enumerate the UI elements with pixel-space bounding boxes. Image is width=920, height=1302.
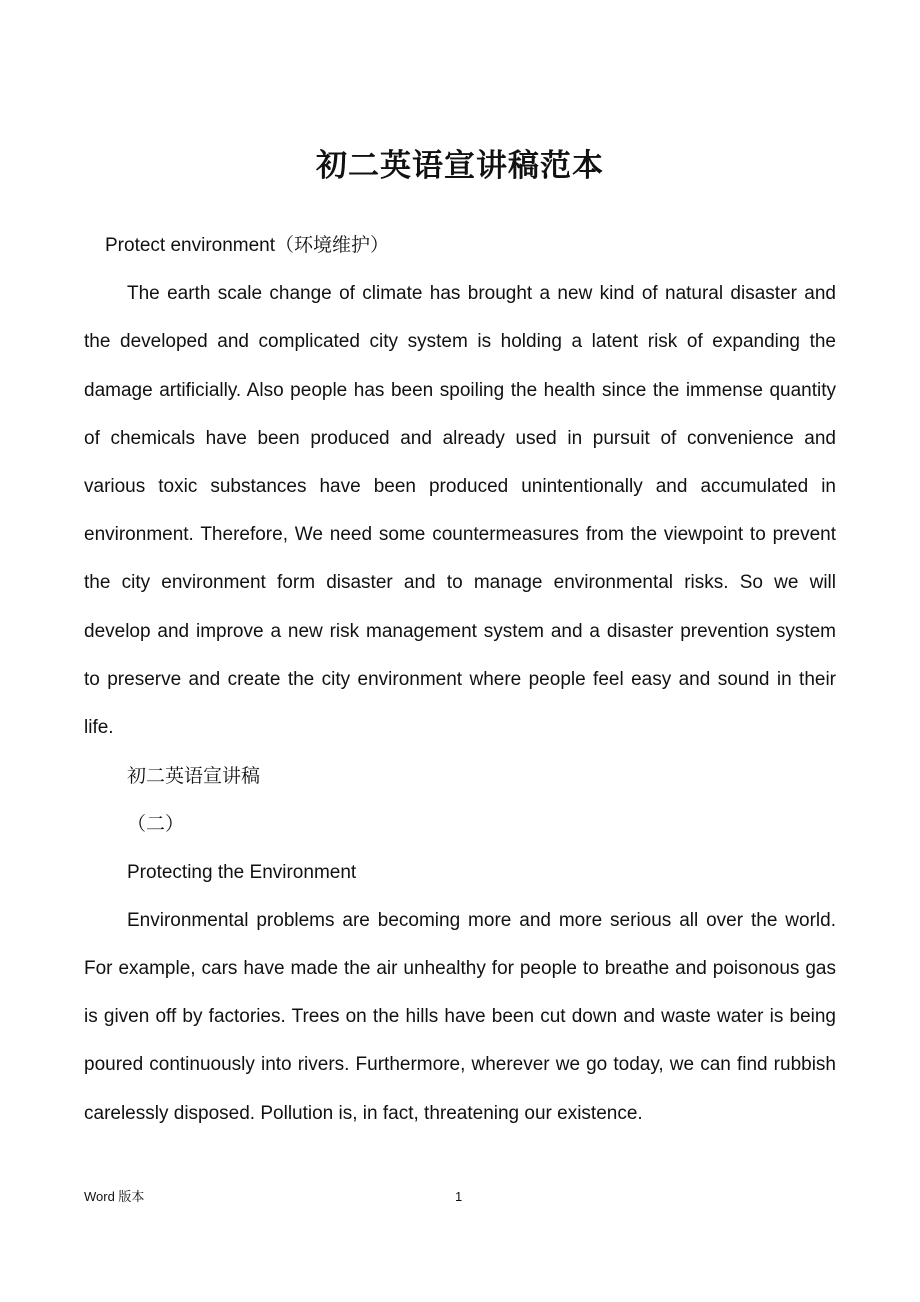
section1-heading: Protect environment（环境维护） xyxy=(105,235,390,256)
page-number: 1 xyxy=(455,1189,463,1204)
section2-number: （二） xyxy=(127,813,185,836)
section2-label: 初二英语宣讲稿 xyxy=(127,765,261,788)
document-body xyxy=(84,222,836,1138)
section2-paragraph: Environmental problems are becoming more and more serious all over the world. For example, cars have made the air unhealthy for people to breathe and poisonous gas is given off by factories. Trees on the hills have been cut down and waste water is being poured continuously into rivers. Furthermore, wherever we go today, we can find rubbish carelessly disposed. Pollution is, in fact, threatening our existence. xyxy=(84,909,836,1124)
section2-heading: Protecting the Environment xyxy=(127,861,357,883)
section1-paragraph: The earth scale change of climate has brought a new kind of natural disaster and the developed and complicated city system is holding a latent risk of expanding the damage artificially. Also people has been spoiling the health since the immense quantity of chemicals have been produced and already used in pursuit of convenience and various toxic substances have been produced unintentionally and accumulated in environment. Therefore, We need some countermeasures from the viewpoint to prevent the city environment form disaster and to manage environmental risks. So we will develop and improve a new risk management system and a disaster prevention system to preserve and create the city environment where people feel easy and sound in their life. xyxy=(84,283,836,739)
page-title: 初二英语宣讲稿范本 xyxy=(316,148,604,184)
footer-label: Word 版本 xyxy=(84,1189,145,1204)
